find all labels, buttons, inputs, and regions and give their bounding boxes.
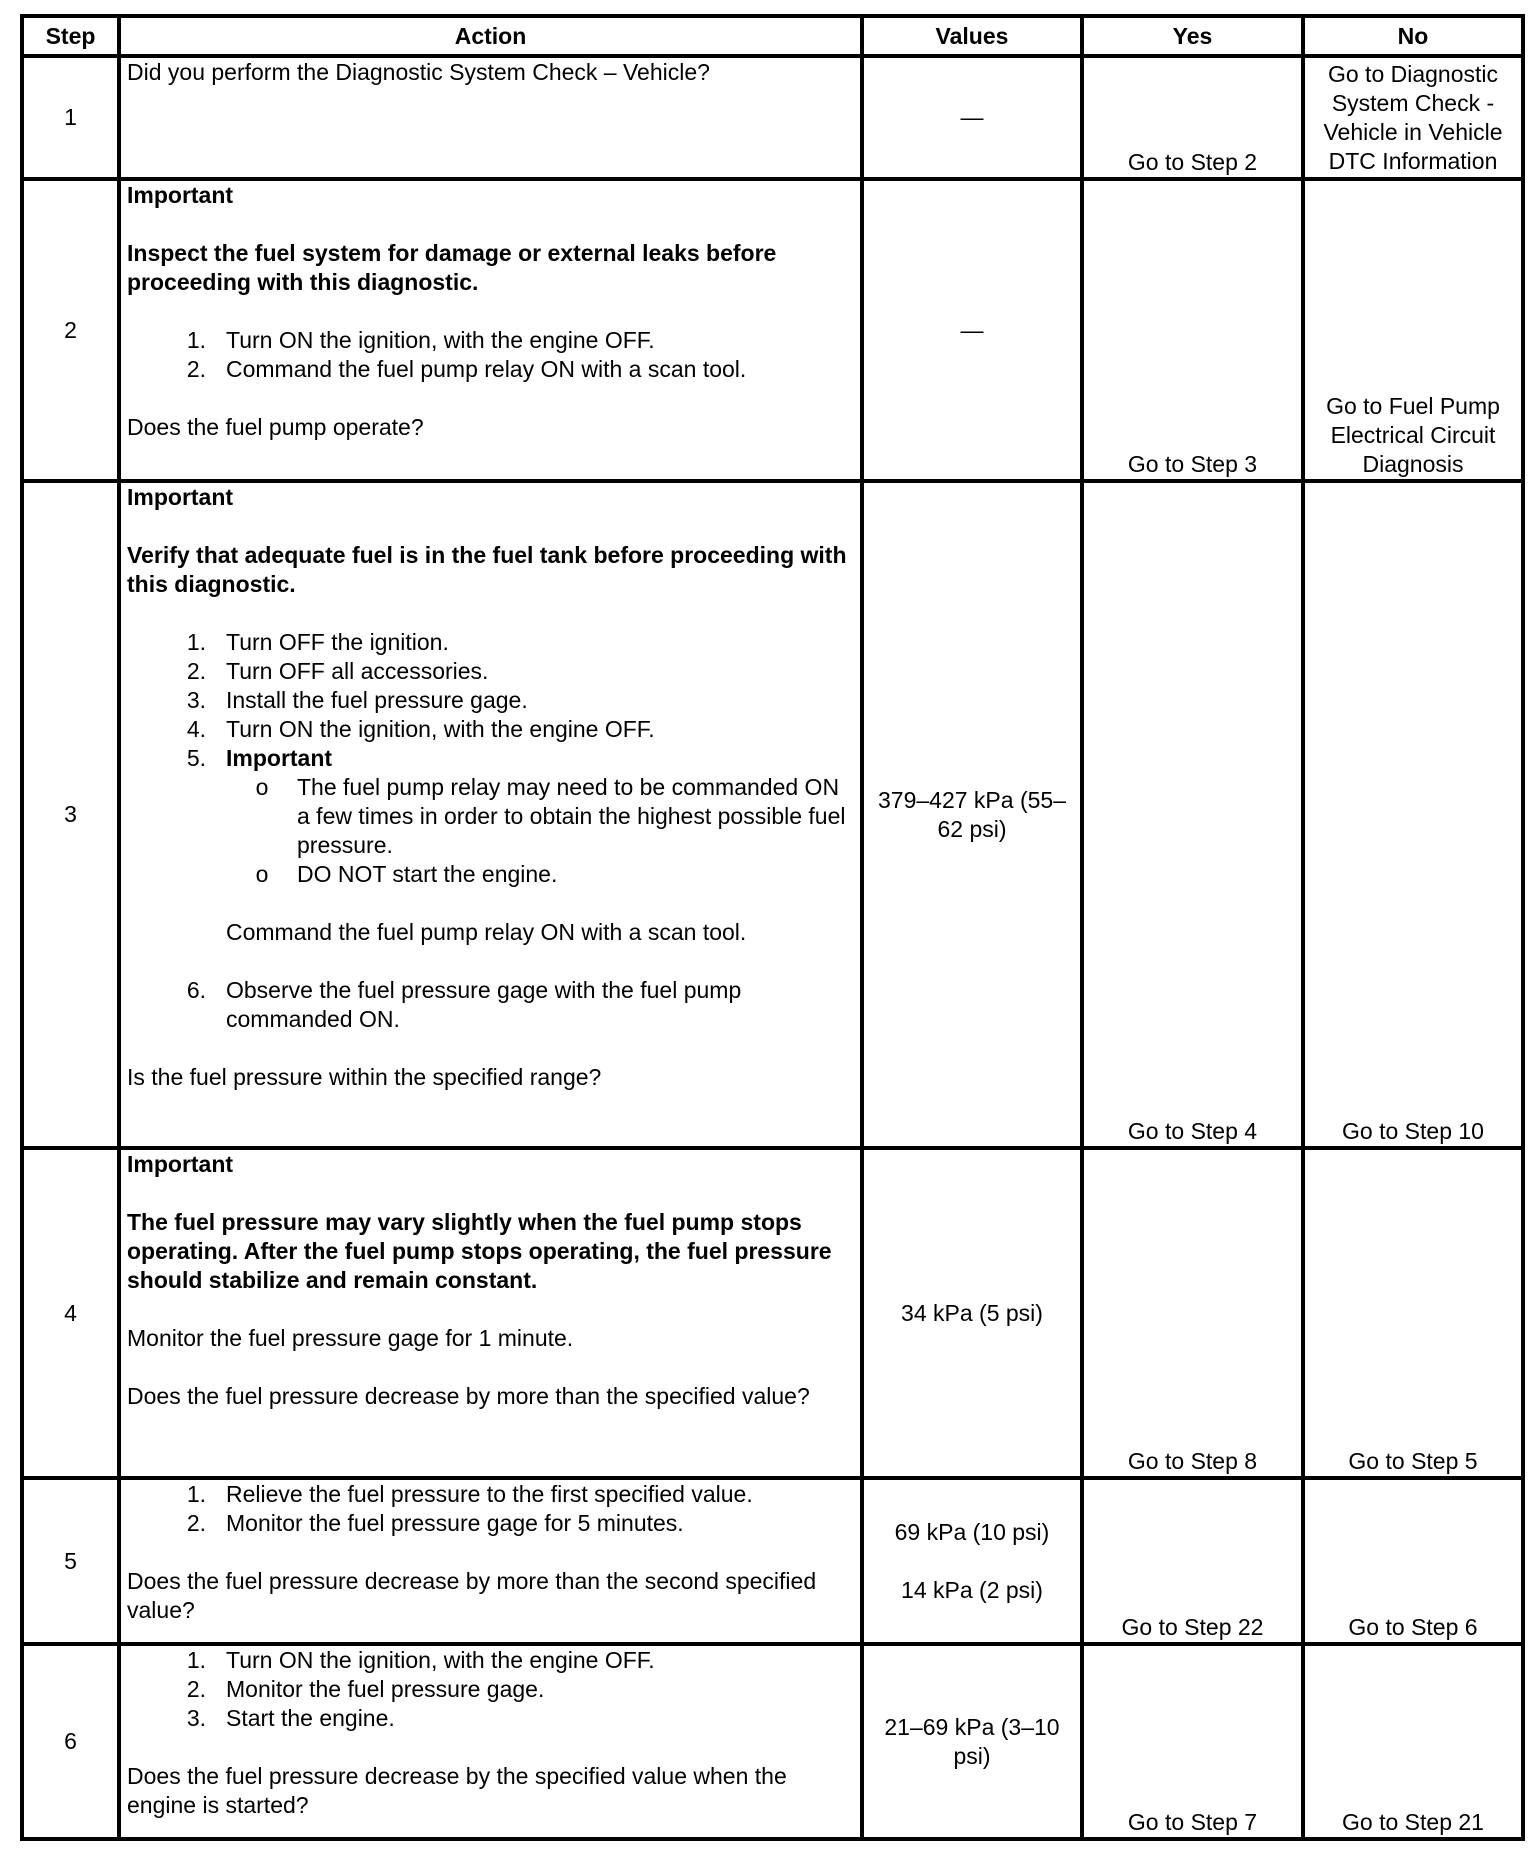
action-cell bbox=[119, 56, 862, 179]
instruction-text: Monitor the fuel pressure gage for 1 minute. bbox=[127, 1325, 574, 1351]
list-item: 6. Observe the fuel pressure gage with the fuel pump commanded ON. bbox=[186, 977, 742, 1032]
question-text: Does the fuel pressure decrease by more than the specified value? bbox=[127, 1383, 810, 1409]
action-cell bbox=[119, 1644, 862, 1839]
diagnostic-table bbox=[20, 14, 1525, 1841]
list-item: 1. Relieve the fuel pressure to the first specified value. bbox=[186, 1481, 753, 1507]
value-cell: 34 kPa (5 psi) bbox=[862, 1148, 1082, 1478]
step5-instruction: Command the fuel pump relay ON with a scan tool. bbox=[226, 919, 747, 945]
value-cell: — bbox=[862, 179, 1082, 481]
second-value: 14 kPa (2 psi) bbox=[901, 1576, 1043, 1603]
yes-result: Go to Step 3 bbox=[1082, 179, 1303, 481]
action-cell bbox=[119, 1148, 862, 1478]
header-action: Action bbox=[119, 16, 862, 56]
action-cell bbox=[119, 1478, 862, 1644]
important-text: The fuel pressure may vary slightly when the fuel pump stops operating. After the fuel pump stops operating, the fuel pressure should stabilize and remain constant. bbox=[127, 1209, 832, 1293]
important-text: Verify that adequate fuel is in the fuel tank before proceeding with this diagnostic. bbox=[127, 542, 847, 597]
step-number: 4 bbox=[22, 1148, 119, 1478]
yes-result: Go to Step 4 bbox=[1082, 481, 1303, 1148]
step-number: 6 bbox=[22, 1644, 119, 1839]
header-yes: Yes bbox=[1082, 16, 1303, 56]
question-text: Does the fuel pump operate? bbox=[127, 414, 424, 440]
header-no: No bbox=[1303, 16, 1523, 56]
first-value: 69 kPa (10 psi) bbox=[894, 1518, 1050, 1545]
step-number: 2 bbox=[22, 179, 119, 481]
step-list bbox=[127, 628, 854, 1034]
table-row bbox=[22, 1148, 1523, 1478]
yes-result: Go to Step 8 bbox=[1082, 1148, 1303, 1478]
important-text: Inspect the fuel system for damage or external leaks before proceeding with this diagnostic. bbox=[127, 240, 777, 295]
list-item: 2. Turn OFF all accessories. bbox=[186, 658, 489, 684]
header-values: Values bbox=[862, 16, 1082, 56]
no-result: Go to Step 5 bbox=[1303, 1148, 1523, 1478]
no-result: Go to Diagnostic System Check - Vehicle in Vehicle DTC Information bbox=[1303, 56, 1523, 179]
question-text: Does the fuel pressure decrease by more than the second specified value? bbox=[127, 1568, 817, 1623]
table-row bbox=[22, 56, 1523, 179]
table-row bbox=[22, 1644, 1523, 1839]
table-row bbox=[22, 481, 1523, 1148]
step-list bbox=[127, 326, 854, 384]
step-list bbox=[127, 1480, 854, 1538]
value-cell bbox=[862, 1478, 1082, 1644]
list-item: 3. Install the fuel pressure gage. bbox=[186, 687, 528, 713]
yes-result: Go to Step 22 bbox=[1082, 1478, 1303, 1644]
sub-bullet: o The fuel pump relay may need to be commanded ON a few times in order to obtain the highest possible fuel pressure. bbox=[255, 774, 846, 858]
step-list bbox=[127, 1646, 854, 1733]
header-row bbox=[22, 16, 1523, 56]
question-text: Is the fuel pressure within the specified range? bbox=[127, 1064, 602, 1090]
list-item: 1. Turn ON the ignition, with the engine OFF. bbox=[186, 327, 655, 353]
sub-bullet: o DO NOT start the engine. bbox=[255, 861, 558, 887]
important-label: Important bbox=[127, 484, 234, 510]
no-result: Go to Fuel Pump Electrical Circuit Diagnosis bbox=[1303, 179, 1523, 481]
list-item: 3. Start the engine. bbox=[186, 1705, 395, 1731]
question-text: Does the fuel pressure decrease by the specified value when the engine is started? bbox=[127, 1763, 787, 1818]
important-label: Important bbox=[127, 1151, 234, 1177]
no-result: Go to Step 6 bbox=[1303, 1478, 1523, 1644]
list-item: 5. Important bbox=[186, 745, 333, 771]
list-item: 4. Turn ON the ignition, with the engine OFF. bbox=[186, 716, 655, 742]
value-cell: — bbox=[862, 56, 1082, 179]
no-result: Go to Step 10 bbox=[1303, 481, 1523, 1148]
action-cell bbox=[119, 481, 862, 1148]
yes-result: Go to Step 7 bbox=[1082, 1644, 1303, 1839]
yes-result: Go to Step 2 bbox=[1082, 56, 1303, 179]
header-step: Step bbox=[22, 16, 119, 56]
question-text: Did you perform the Diagnostic System Check – Vehicle? bbox=[127, 59, 710, 85]
list-item: 2. Monitor the fuel pressure gage. bbox=[186, 1676, 545, 1702]
step-number: 5 bbox=[22, 1478, 119, 1644]
value-cell: 21–69 kPa (3–10 psi) bbox=[862, 1644, 1082, 1839]
no-result: Go to Step 21 bbox=[1303, 1644, 1523, 1839]
important-label: Important bbox=[127, 182, 234, 208]
list-item: 1. Turn OFF the ignition. bbox=[186, 629, 449, 655]
list-item: 1. Turn ON the ignition, with the engine OFF. bbox=[186, 1647, 655, 1673]
step-number: 3 bbox=[22, 481, 119, 1148]
table-row bbox=[22, 179, 1523, 481]
action-cell bbox=[119, 179, 862, 481]
list-item: 2. Command the fuel pump relay ON with a scan tool. bbox=[186, 356, 747, 382]
value-cell: 379–427 kPa (55–62 psi) bbox=[862, 481, 1082, 1148]
list-item: 2. Monitor the fuel pressure gage for 5 minutes. bbox=[186, 1510, 684, 1536]
table-row bbox=[22, 1478, 1523, 1644]
step-number: 1 bbox=[22, 56, 119, 179]
